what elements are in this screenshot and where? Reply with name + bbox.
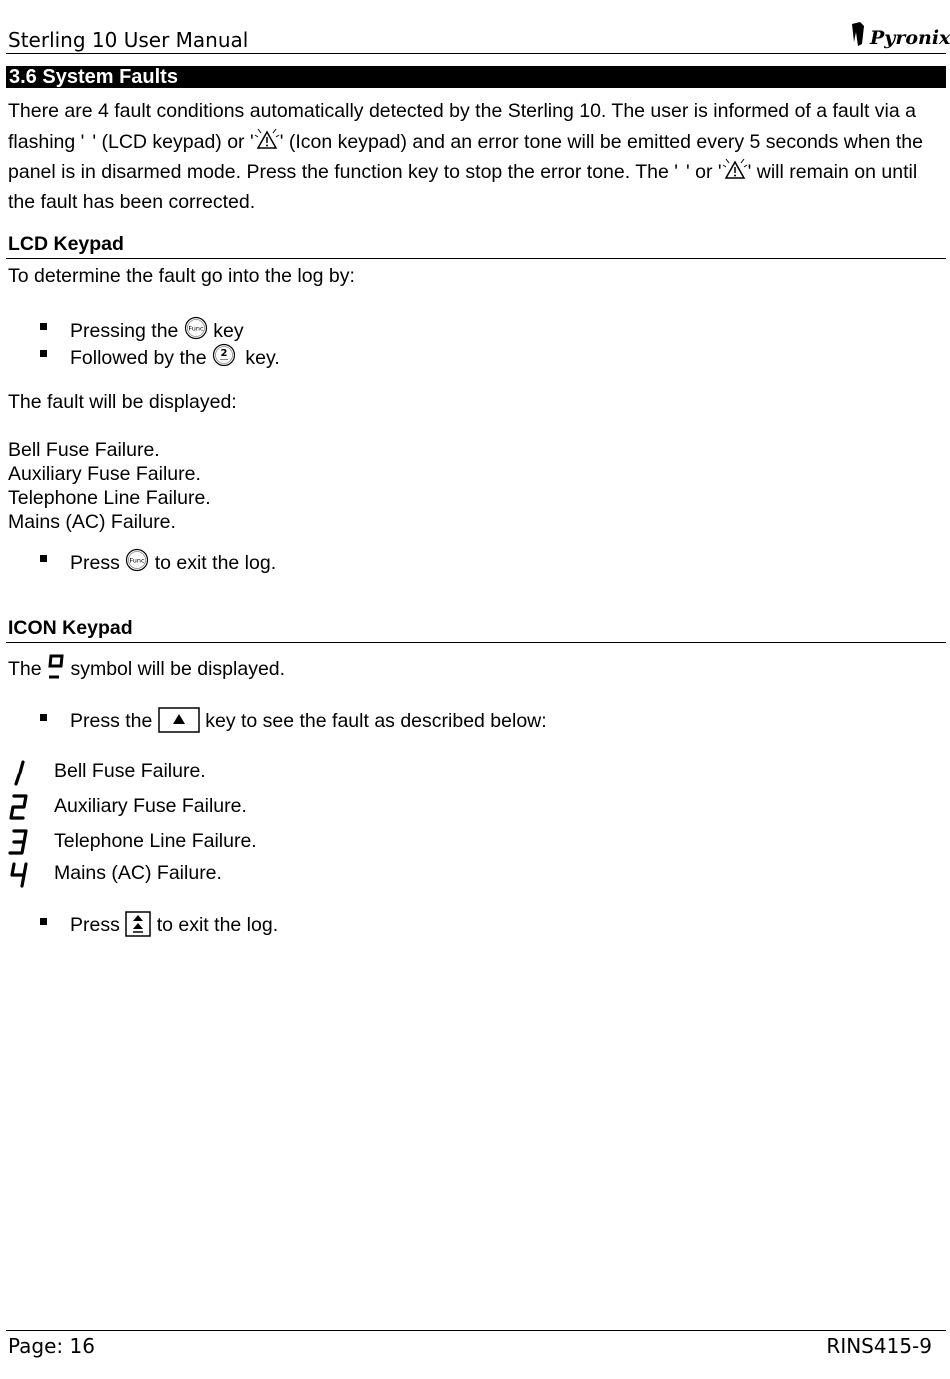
- func-key-label: Func: [129, 556, 145, 565]
- icon-fault-2: Auxiliary Fuse Failure.: [54, 795, 247, 817]
- pyronix-logo: [850, 20, 950, 50]
- lcd-heading-rule: [6, 258, 946, 259]
- header-rule: [6, 53, 946, 54]
- lcd-fault-3: Telephone Line Failure.: [8, 487, 211, 509]
- footer-rule: [6, 1330, 946, 1331]
- lcd-step-1: [70, 316, 244, 343]
- up-arrow-key-icon: [158, 707, 200, 733]
- digit-three-icon: [8, 829, 30, 855]
- lcd-exit-pre: Press: [70, 552, 120, 574]
- icon-step: [70, 707, 547, 733]
- lcd-fault-2: Auxiliary Fuse Failure.: [8, 463, 201, 485]
- icon-step-post: key to see the fault as described below:: [205, 710, 547, 732]
- page-number: Page: 16: [8, 1334, 95, 1358]
- bullet-marker: [40, 350, 47, 357]
- digit-two-icon: [8, 794, 30, 820]
- lcd-step-2: [70, 343, 280, 370]
- func-key-label: Func: [188, 324, 204, 333]
- section-heading: 3.6 System Faults: [6, 66, 946, 88]
- bullet-marker: [40, 323, 47, 330]
- intro-text-3: ' (Icon keypad) and an error tone will be emitted every 5 seconds when the panel is in disarmed mode. Press the function key to stop the error tone. The ': [8, 130, 923, 183]
- lcd-fault-1: Bell Fuse Failure.: [8, 439, 160, 461]
- icon-exit-step: [70, 911, 278, 937]
- fault-warning-icon: [254, 127, 280, 151]
- intro-paragraph: [8, 97, 943, 217]
- lcd-fault-4: Mains (AC) Failure.: [8, 511, 176, 533]
- icon-heading-rule: [6, 642, 946, 643]
- fault-digit-symbol-icon: [47, 653, 65, 681]
- fault-warning-icon: [722, 157, 748, 181]
- intro-text-4: ' or ': [685, 161, 722, 183]
- icon-step-pre: Press the: [70, 710, 153, 732]
- lcd-step-1-post: key: [213, 320, 244, 342]
- svg-text:Pyronix: Pyronix: [870, 27, 950, 49]
- bullet-marker: [40, 714, 47, 721]
- icon-exit-post: to exit the log.: [156, 914, 279, 936]
- lcd-lead-text: To determine the fault go into the log by:: [8, 265, 355, 287]
- bullet-marker: [40, 555, 47, 562]
- digit-four-icon: [8, 862, 30, 888]
- func-key-icon: [184, 316, 208, 340]
- icon-lead: [8, 653, 285, 681]
- lcd-exit-post: to exit the log.: [154, 552, 277, 574]
- double-up-arrow-key-icon: [125, 911, 151, 937]
- icon-fault-3: Telephone Line Failure.: [54, 830, 257, 852]
- intro-text-2: ' (LCD keypad) or ': [92, 130, 254, 153]
- two-key-label: 2: [220, 348, 228, 359]
- lcd-displayed-text: The fault will be displayed:: [8, 391, 237, 413]
- icon-lead-post: symbol will be displayed.: [70, 658, 286, 680]
- lcd-step-1-pre: Pressing the: [70, 320, 179, 342]
- lcd-exit-step: [70, 548, 276, 575]
- bullet-marker: [40, 918, 47, 925]
- func-key-icon: [125, 548, 149, 572]
- document-code: RINS415-9: [826, 1334, 932, 1358]
- intro-text-1: There are 4 fault conditions automatically detected by the Sterling 10. The user is informed of a fault via a flashing ': [8, 100, 916, 153]
- lcd-keypad-heading: LCD Keypad: [8, 233, 124, 255]
- intro-text-5: ' will remain on until the fault has been corrected.: [8, 161, 918, 213]
- lcd-step-2-pre: Followed by the: [70, 347, 207, 369]
- icon-fault-1: Bell Fuse Failure.: [54, 760, 206, 782]
- lcd-step-2-post: key.: [245, 347, 280, 369]
- manual-title: Sterling 10 User Manual: [8, 28, 249, 52]
- icon-lead-pre: The: [8, 658, 42, 680]
- two-key-icon: [212, 343, 236, 367]
- icon-keypad-heading: ICON Keypad: [8, 617, 133, 639]
- digit-one-icon: [8, 760, 30, 786]
- icon-exit-pre: Press: [70, 914, 120, 936]
- icon-fault-4: Mains (AC) Failure.: [54, 862, 222, 884]
